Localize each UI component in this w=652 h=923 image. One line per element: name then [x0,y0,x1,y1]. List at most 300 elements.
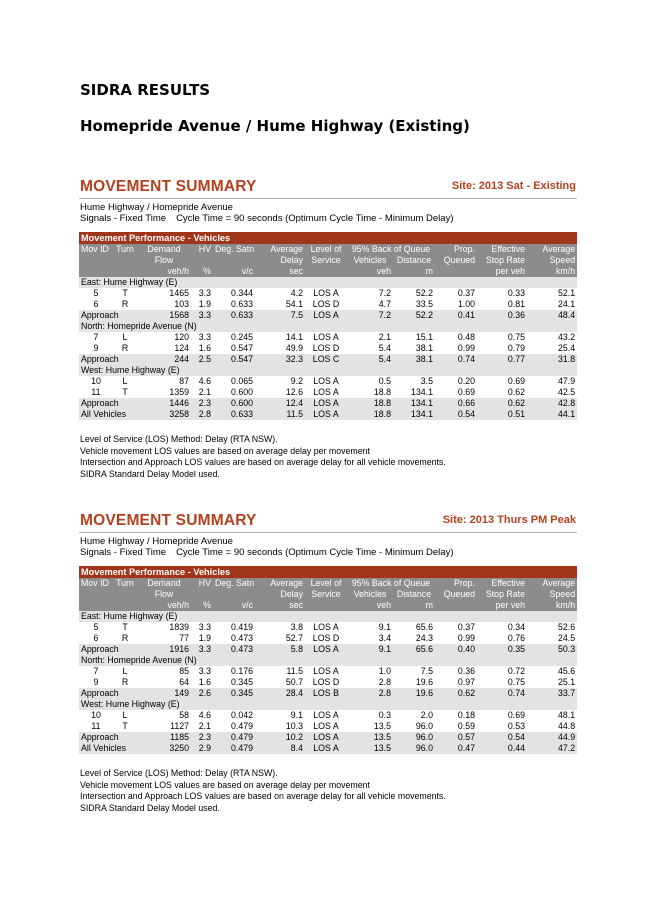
table-cell: 25.4 [527,343,577,354]
table-cell: 18.8 [347,387,393,398]
table-cell: 0.62 [435,688,477,699]
approach-label: Approach [79,310,137,321]
table-cell: L [113,332,137,343]
table-cell: 0.479 [213,732,255,743]
table-cell: 0.99 [435,343,477,354]
table-cell: 2.1 [347,332,393,343]
col-level-of: Level of [305,578,347,589]
table-cell: 0.20 [435,376,477,387]
table-cell: 2.5 [191,354,213,365]
col-vehicles: Vehicles [347,255,393,266]
approach-label: Approach [79,398,137,409]
note-line: Vehicle movement LOS values are based on average delay per movement [80,445,370,456]
table-cell: 0.633 [213,299,255,310]
table-cell: 2.6 [191,688,213,699]
table-cell: 0.59 [435,721,477,732]
table-row [79,376,577,387]
table-cell: 5.8 [255,644,305,655]
table-cell: 0.51 [477,409,527,420]
table-cell: 1.0 [347,666,393,677]
table-cell: 52.7 [255,633,305,644]
unit-dist: m [393,266,435,277]
col-hv: HV [191,578,213,589]
table-row [79,710,577,721]
note-line: Intersection and Approach LOS values are based on average delay for all vehicle movements. [80,791,446,802]
unit-delay: sec [255,266,305,277]
table-row [79,332,577,343]
table-cell: LOS A [305,710,347,721]
table-cell: T [113,721,137,732]
table-cell: 0.37 [435,288,477,299]
table-cell: 6 [79,299,113,310]
approach-name: North: Homepride Avenue (N) [79,655,577,666]
table-cell: 42.5 [527,387,577,398]
approach-name: West: Hume Highway (E) [79,365,577,376]
table-cell: 0.547 [213,354,255,365]
col-delay: Delay [255,255,305,266]
table-cell: 38.1 [393,354,435,365]
col-turn: Turn [113,244,137,255]
table-cell: 7.5 [255,310,305,321]
table-cell: 1.6 [191,677,213,688]
col-mov-id: Mov ID [79,244,113,255]
table-cell: 0.473 [213,644,255,655]
approach-total-row [79,732,577,743]
page-heading: SIDRA RESULTS [80,81,211,99]
table-cell: 5 [79,622,113,633]
table-row [79,343,577,354]
col-average-speed: Average [527,244,577,255]
table-cell: 11 [79,387,113,398]
table-cell: 0.176 [213,666,255,677]
table-cell: 87 [137,376,191,387]
table-title: Movement Performance - Vehicles [79,566,577,578]
table-cell: 3.3 [191,666,213,677]
table-cell: 38.1 [393,343,435,354]
table-cell: LOS A [305,310,347,321]
table-cell: 2.1 [191,387,213,398]
table-cell: 0.62 [477,387,527,398]
col-deg-satn: Deg. Satn [215,244,255,254]
table-cell: R [113,677,137,688]
header-row [79,578,577,589]
table-cell: 9.1 [347,622,393,633]
table-cell: 1.6 [191,343,213,354]
cycle-text: Cycle Time = 90 seconds (Optimum Cycle Time - Minimum Delay) [176,547,454,558]
note-line: SIDRA Standard Delay Model used. [80,803,220,814]
table-cell: 1465 [137,288,191,299]
table-cell: 1.9 [191,299,213,310]
table-cell: 5.4 [347,343,393,354]
table-cell: LOS A [305,743,347,754]
table-cell: 45.6 [527,666,577,677]
approach-name: East: Hume Highway (E) [79,277,577,288]
col-queued: Queued [435,589,477,600]
approach-group-row [79,365,577,376]
table-cell: 28.4 [255,688,305,699]
table-cell: 0.633 [213,409,255,420]
col-flow: Flow [137,255,191,266]
table-cell: 50.7 [255,677,305,688]
signals-text: Signals - Fixed Time [80,213,167,224]
table-cell: 3.5 [393,376,435,387]
table-cell: 13.5 [347,721,393,732]
table-cell: 0.35 [477,644,527,655]
table-cell: 18.8 [347,409,393,420]
table-cell: 0.48 [435,332,477,343]
col-service: Service [305,255,347,266]
table-cell: 0.54 [435,409,477,420]
units-row [79,600,577,611]
table-cell: 43.2 [527,332,577,343]
table-cell: L [113,376,137,387]
table-row [79,677,577,688]
approach-name: North: Homepride Avenue (N) [79,321,577,332]
table-cell: 3258 [137,409,191,420]
notes [80,768,577,815]
table-cell: 3250 [137,743,191,754]
table-cell: 96.0 [393,721,435,732]
approach-total-row [79,354,577,365]
table-cell: 65.6 [393,622,435,633]
unit-stop: per veh [477,600,527,611]
unit-flow: veh/h [137,600,191,611]
table-cell: 0.69 [435,387,477,398]
all-vehicles-row [79,409,577,420]
table-cell: 44.9 [527,732,577,743]
table-cell: 44.1 [527,409,577,420]
table-cell: 11.5 [255,666,305,677]
col-effective: Effective [477,578,527,589]
table-cell: LOS A [305,332,347,343]
table-cell: 96.0 [393,732,435,743]
table-cell: 7.2 [347,310,393,321]
table-cell: 0.5 [347,376,393,387]
unit-stop: per veh [477,266,527,277]
table-cell: 31.8 [527,354,577,365]
table-cell: R [113,633,137,644]
units-row [79,266,577,277]
table-cell: 0.74 [477,688,527,699]
table-cell: 1359 [137,387,191,398]
col-service: Service [305,589,347,600]
table-cell: 52.2 [393,288,435,299]
table-cell: LOS A [305,398,347,409]
table-cell: 3.3 [191,644,213,655]
table-cell: LOS A [305,288,347,299]
col-back-of-queue: 95% Back of Queue [347,244,435,255]
table-cell: 42.8 [527,398,577,409]
table-cell: 15.1 [393,332,435,343]
table-cell: 24.5 [527,633,577,644]
table-cell: 33.7 [527,688,577,699]
note-line: Vehicle movement LOS values are based on average delay per movement [80,779,370,790]
table-cell: 1.00 [435,299,477,310]
table-cell: 244 [137,354,191,365]
table-cell: 24.1 [527,299,577,310]
table-cell: 0.74 [435,354,477,365]
notes [80,434,577,481]
table-cell: 13.5 [347,743,393,754]
table-cell: LOS A [305,409,347,420]
table-cell: 25.1 [527,677,577,688]
table-title-row [79,566,577,578]
signals-line [80,213,577,224]
table-row [79,721,577,732]
site-label: Site: 2013 Thurs PM Peak [442,514,576,526]
table-cell: 0.81 [477,299,527,310]
signals-line [80,547,577,558]
table-cell: 0.75 [477,677,527,688]
table-cell: L [113,666,137,677]
table-cell: 2.3 [191,398,213,409]
col-level-of: Level of [305,244,347,255]
table-cell: 49.9 [255,343,305,354]
table-title-row [79,232,577,244]
table-cell: 5.4 [347,354,393,365]
table-cell: 85 [137,666,191,677]
table-cell: 1446 [137,398,191,409]
table-cell: 0.69 [477,710,527,721]
col-turn: Turn [113,578,137,589]
table-cell: 0.37 [435,622,477,633]
table-cell: 8.4 [255,743,305,754]
table-cell: 0.344 [213,288,255,299]
table-cell: 2.8 [347,688,393,699]
table-cell: 19.6 [393,677,435,688]
movement-summary-2 [79,511,577,815]
signals-text: Signals - Fixed Time [80,547,167,558]
table-cell: LOS A [305,376,347,387]
table-cell: 0.99 [435,633,477,644]
table-cell: 0.36 [477,310,527,321]
table-cell: 3.4 [347,633,393,644]
table-cell: 9.1 [347,644,393,655]
table-cell: 7.2 [347,288,393,299]
table-cell: LOS D [305,633,347,644]
table-cell: 7 [79,332,113,343]
location-text: Hume Highway / Homepride Avenue [80,536,233,547]
table-cell: 124 [137,343,191,354]
table-cell: 24.3 [393,633,435,644]
table-cell: LOS D [305,343,347,354]
table-cell: 9.2 [255,376,305,387]
table-cell: 0.57 [435,732,477,743]
table-cell: LOS D [305,299,347,310]
table-cell: 1.9 [191,633,213,644]
table-cell: 13.5 [347,732,393,743]
col-queued: Queued [435,255,477,266]
table-cell: 0.3 [347,710,393,721]
table-cell: 0.18 [435,710,477,721]
table-cell: 0.600 [213,398,255,409]
table-cell: 48.4 [527,310,577,321]
unit-deg: v/c [213,600,255,611]
table-cell: R [113,343,137,354]
movement-summary-1 [79,177,577,481]
col-demand: Demand [137,244,191,255]
table-cell: 65.6 [393,644,435,655]
table-row [79,299,577,310]
table-cell: 10.2 [255,732,305,743]
unit-flow: veh/h [137,266,191,277]
col-effective: Effective [477,244,527,255]
col-back-of-queue: 95% Back of Queue [347,578,435,589]
col-prop: Prop. [435,244,477,255]
table-cell: LOS D [305,677,347,688]
performance-table [79,232,577,420]
col-mov-id: Mov ID [79,578,113,589]
table-cell: 4.6 [191,710,213,721]
table-cell: 0.042 [213,710,255,721]
table-cell: 9.1 [255,710,305,721]
table-cell: 3.3 [191,288,213,299]
table-cell: 134.1 [393,387,435,398]
approach-total-row [79,310,577,321]
col-prop: Prop. [435,578,477,589]
unit-hv: % [191,266,213,277]
table-cell: 2.9 [191,743,213,754]
col-delay: Delay [255,589,305,600]
table-cell: 32.3 [255,354,305,365]
table-cell: 33.5 [393,299,435,310]
table-cell: 103 [137,299,191,310]
col-flow: Flow [137,589,191,600]
table-cell: 2.8 [191,409,213,420]
table-cell: 0.97 [435,677,477,688]
table-cell: 10.3 [255,721,305,732]
all-vehicles-label: All Vehicles [79,409,137,420]
table-cell: 0.419 [213,622,255,633]
table-cell: 0.79 [477,343,527,354]
table-cell: 0.479 [213,721,255,732]
table-cell: 0.44 [477,743,527,754]
header-row [79,244,577,255]
table-cell: 10 [79,710,113,721]
table-cell: 0.54 [477,732,527,743]
table-cell: 52.2 [393,310,435,321]
table-cell: 77 [137,633,191,644]
table-cell: 120 [137,332,191,343]
table-cell: 0.345 [213,688,255,699]
table-cell: 7 [79,666,113,677]
table-cell: L [113,710,137,721]
table-cell: 96.0 [393,743,435,754]
table-cell: LOS A [305,387,347,398]
approach-total-row [79,398,577,409]
table-cell: 47.9 [527,376,577,387]
table-cell: 0.75 [477,332,527,343]
table-cell: 0.62 [477,398,527,409]
table-cell: 52.1 [527,288,577,299]
approach-group-row [79,655,577,666]
col-vehicles: Vehicles [347,589,393,600]
unit-veh: veh [347,600,393,611]
table-cell: T [113,622,137,633]
table-cell: 4.7 [347,299,393,310]
table-cell: T [113,288,137,299]
unit-deg: v/c [213,266,255,277]
col-stop-rate: Stop Rate [477,589,527,600]
table-cell: 134.1 [393,398,435,409]
table-cell: LOS B [305,688,347,699]
table-cell: 0.77 [477,354,527,365]
table-cell: LOS A [305,644,347,655]
performance-table [79,566,577,754]
table-cell: 9 [79,343,113,354]
page-subheading: Homepride Avenue / Hume Highway (Existing) [80,117,470,135]
table-cell: 52.6 [527,622,577,633]
table-cell: 44.8 [527,721,577,732]
table-cell: 0.36 [435,666,477,677]
unit-veh: veh [347,266,393,277]
table-cell: R [113,299,137,310]
table-cell: LOS A [305,732,347,743]
table-cell: 134.1 [393,409,435,420]
table-cell: 0.40 [435,644,477,655]
note-line: Intersection and Approach LOS values are based on average delay for all vehicle movements. [80,457,446,468]
cycle-text: Cycle Time = 90 seconds (Optimum Cycle Time - Minimum Delay) [176,213,454,224]
header-row [79,589,577,600]
table-row [79,633,577,644]
table-cell: 4.6 [191,376,213,387]
table-cell: 50.3 [527,644,577,655]
table-cell: 0.065 [213,376,255,387]
all-vehicles-label: All Vehicles [79,743,137,754]
col-demand: Demand [137,578,191,589]
table-cell: 0.47 [435,743,477,754]
site-label: Site: 2013 Sat - Existing [451,180,576,192]
table-row [79,622,577,633]
approach-name: East: Hume Highway (E) [79,611,577,622]
approach-group-row [79,277,577,288]
table-row [79,666,577,677]
table-cell: 0.633 [213,310,255,321]
summary-title: MOVEMENT SUMMARY [80,512,257,529]
table-cell: 0.41 [435,310,477,321]
table-cell: 3.8 [255,622,305,633]
table-cell: 58 [137,710,191,721]
table-cell: 3.3 [191,332,213,343]
table-cell: 6 [79,633,113,644]
table-cell: LOS A [305,721,347,732]
table-cell: 12.6 [255,387,305,398]
table-cell: 0.53 [477,721,527,732]
table-cell: LOS A [305,666,347,677]
table-cell: 149 [137,688,191,699]
table-cell: 11 [79,721,113,732]
col-average-speed: Average [527,578,577,589]
unit-speed: km/h [527,266,577,277]
approach-group-row [79,699,577,710]
table-cell: 0.34 [477,622,527,633]
unit-hv: % [191,600,213,611]
table-cell: T [113,387,137,398]
approach-label: Approach [79,688,137,699]
location-text: Hume Highway / Homepride Avenue [80,202,233,213]
approach-name: West: Hume Highway (E) [79,699,577,710]
table-cell: 0.473 [213,633,255,644]
unit-speed: km/h [527,600,577,611]
table-cell: 14.1 [255,332,305,343]
table-cell: 48.1 [527,710,577,721]
table-cell: 7.5 [393,666,435,677]
col-stop-rate: Stop Rate [477,255,527,266]
all-vehicles-row [79,743,577,754]
summary-header [79,177,577,199]
table-cell: 0.66 [435,398,477,409]
table-cell: 1916 [137,644,191,655]
